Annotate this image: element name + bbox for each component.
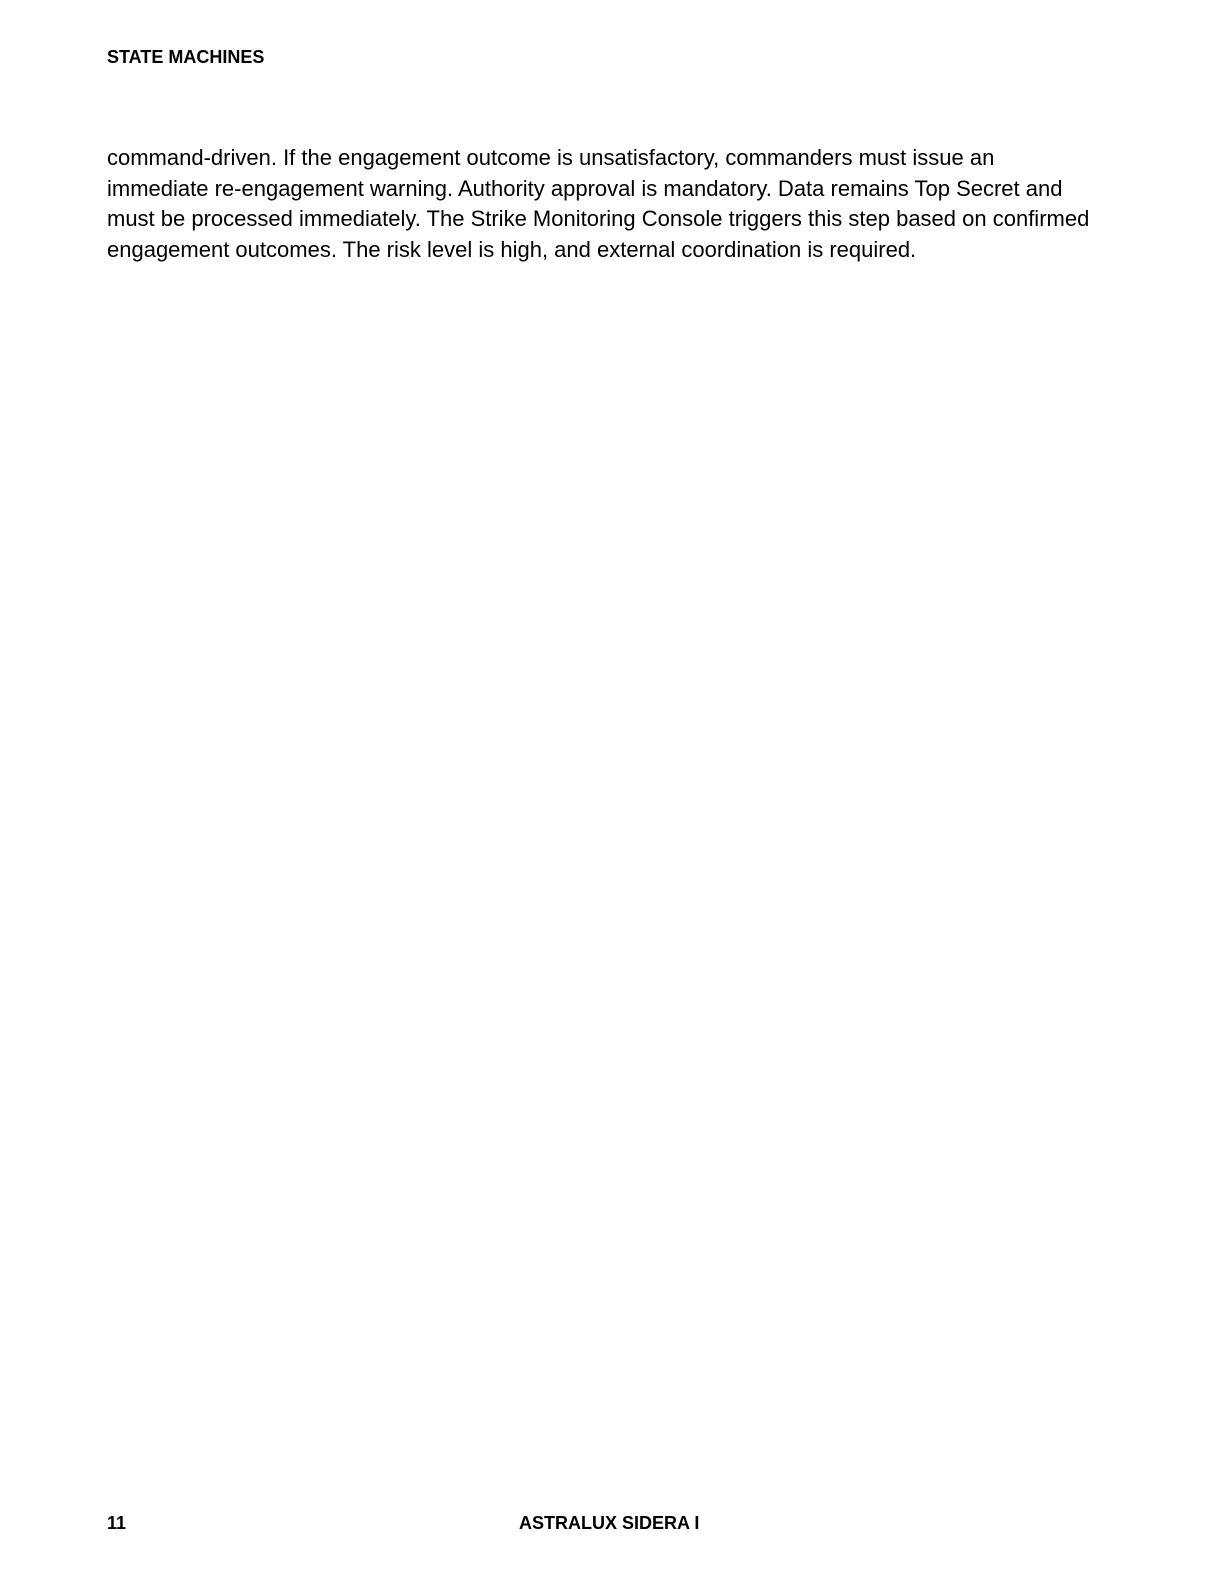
running-header: STATE MACHINES xyxy=(107,47,265,67)
footer-document-title: ASTRALUX SIDERA I xyxy=(519,1513,700,1533)
page-number: 11 xyxy=(107,1513,127,1533)
body-paragraph: command-driven. If the engagement outcome is unsatisfactory, commanders must issue an immediate re-engagement warning. Authority approval is mandatory. Data remains Top Secret and must be processed immediately. The Strike Monitoring Console triggers this step based on confirmed engagement outcomes. The risk level is high, and external coordination is required. xyxy=(107,145,1090,263)
page-footer xyxy=(0,1512,1224,1536)
